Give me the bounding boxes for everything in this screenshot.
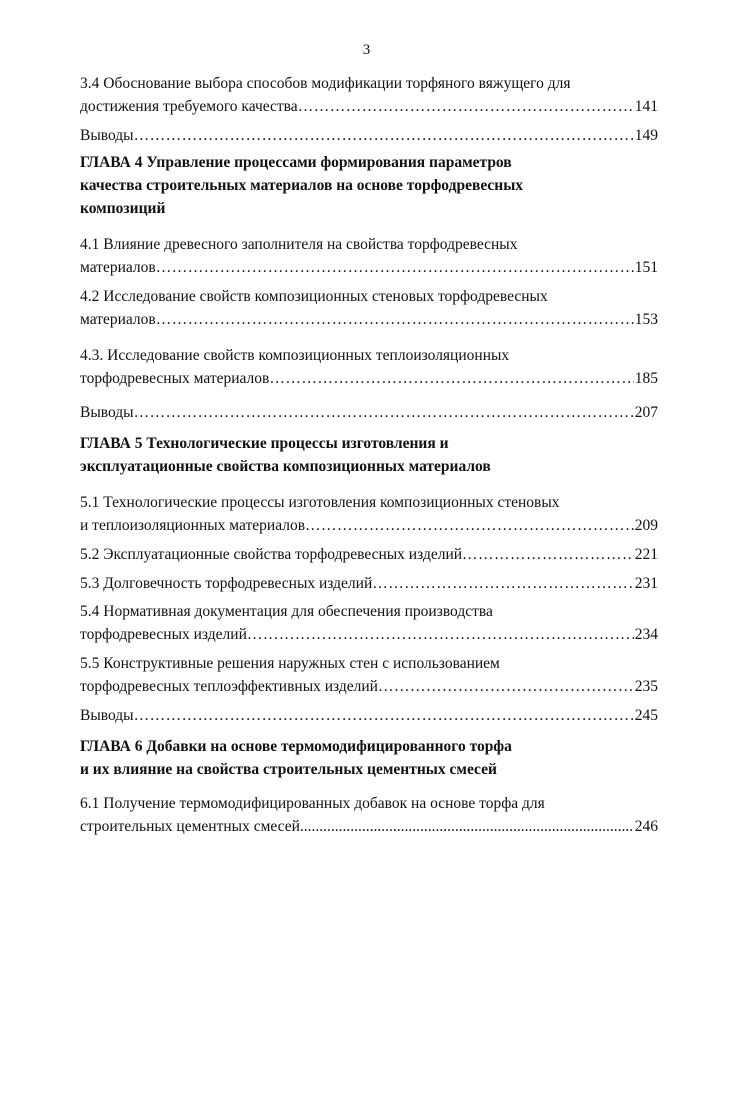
toc-entry-5-2 xyxy=(80,543,658,566)
toc-page-number: 234 xyxy=(634,626,658,643)
toc-entry-6-1 xyxy=(80,792,658,838)
dot-leader xyxy=(134,401,634,424)
dot-leader xyxy=(305,514,634,537)
dot-leader xyxy=(269,367,633,390)
toc-entry-4-1 xyxy=(80,233,658,279)
toc-entry-5-1 xyxy=(80,491,658,537)
toc-entry-line xyxy=(80,367,658,390)
chapter-heading-line: ГЛАВА 4 Управление процессами формирования параметров xyxy=(80,154,512,171)
chapter-heading-line: качества строительных материалов на основе торфодревесных xyxy=(80,177,524,194)
chapter-heading-ch4 xyxy=(80,151,660,220)
toc-page-number: 235 xyxy=(634,678,658,695)
toc-page-number: 141 xyxy=(634,98,658,115)
toc-entry-line xyxy=(80,124,658,147)
dot-leader xyxy=(378,675,634,698)
dot-leader xyxy=(134,124,634,147)
toc-entry-line xyxy=(80,308,658,331)
dot-leader xyxy=(156,256,634,279)
chapter-heading-line: композиций xyxy=(80,200,166,217)
toc-entry-3-4 xyxy=(80,72,658,118)
toc-entry-text: 4.1 Влияние древесного заполнителя на свойства торфодревесных xyxy=(80,236,518,253)
dot-leader xyxy=(156,308,634,331)
toc-entry-line xyxy=(80,675,658,698)
toc-entry-4-3 xyxy=(80,344,658,390)
toc-entry-line xyxy=(80,401,658,424)
toc-entry-title: 5.2 Эксплуатационные свойства торфодревесных изделий xyxy=(80,546,463,563)
toc-entry-conclusions-4 xyxy=(80,401,658,424)
toc-entry-5-4 xyxy=(80,600,658,646)
toc-entry-conclusions-3 xyxy=(80,124,658,147)
toc-page-number: 221 xyxy=(634,546,658,563)
toc-page-number: 149 xyxy=(634,127,658,144)
toc-entry-text: 5.1 Технологические процессы изготовления композиционных стеновых xyxy=(80,494,560,511)
toc-page-number: 185 xyxy=(634,370,658,387)
toc-entry-line xyxy=(80,543,658,566)
toc-entry-text: 4.3. Исследование свойств композиционных теплоизоляционных xyxy=(80,347,510,364)
toc-entry-text: 4.2 Исследование свойств композиционных стеновых торфодревесных xyxy=(80,288,548,305)
chapter-heading-line: и их влияние на свойства строительных цементных смесей xyxy=(80,761,497,778)
toc-entry-4-2 xyxy=(80,285,658,331)
toc-entry-text: 5.4 Нормативная документация для обеспечения производства xyxy=(80,603,493,620)
dot-leader xyxy=(134,704,634,727)
dot-leader xyxy=(372,572,634,595)
toc-entry-title: строительных цементных смесей xyxy=(80,818,300,835)
toc-entry-title: материалов xyxy=(80,259,156,276)
toc-entry-text: 6.1 Получение термомодифицированных добавок на основе торфа для xyxy=(80,795,545,812)
toc-entry-title: Выводы xyxy=(80,127,134,144)
toc-entry-title: материалов xyxy=(80,311,156,328)
toc-entry-line xyxy=(80,623,658,646)
dot-leader xyxy=(298,95,634,118)
page-number: 3 xyxy=(362,42,371,58)
toc-entry-5-3 xyxy=(80,572,658,595)
toc-entry-text: 5.5 Конструктивные решения наружных стен с использованием xyxy=(80,655,500,672)
toc-entry-line xyxy=(80,704,658,727)
toc-page-number: 153 xyxy=(634,311,658,328)
toc-entry-title: Выводы xyxy=(80,707,134,724)
chapter-heading-line: ГЛАВА 6 Добавки на основе термомодифицированного торфа xyxy=(80,738,512,755)
dot-leader xyxy=(462,543,634,566)
toc-entry-conclusions-5 xyxy=(80,704,658,727)
toc-entry-5-5 xyxy=(80,652,658,698)
toc-entry-title: торфодревесных материалов xyxy=(80,370,270,387)
toc-entry-title: торфодревесных теплоэффективных изделий xyxy=(80,678,378,695)
chapter-heading-ch6 xyxy=(80,735,660,781)
toc-entry-title: торфодревесных изделий xyxy=(80,626,247,643)
toc-entry-title: Выводы xyxy=(80,404,134,421)
dot-leader xyxy=(247,623,634,646)
toc-page-number: 231 xyxy=(634,575,658,592)
toc-entry-line xyxy=(80,815,658,838)
toc-page-number: 209 xyxy=(634,517,658,534)
toc-page-number: 151 xyxy=(634,259,658,276)
chapter-heading-line: ГЛАВА 5 Технологические процессы изготовления и xyxy=(80,435,449,452)
toc-entry-line xyxy=(80,256,658,279)
chapter-heading-line: эксплуатационные свойства композиционных материалов xyxy=(80,458,491,475)
toc-entry-line xyxy=(80,95,658,118)
dot-leader xyxy=(300,815,634,838)
toc-page-number: 245 xyxy=(634,707,658,724)
toc-page-number: 207 xyxy=(634,404,658,421)
toc-entry-line xyxy=(80,514,658,537)
toc-entry-line xyxy=(80,572,658,595)
toc-entry-title: достижения требуемого качества xyxy=(80,98,298,115)
toc-entry-title: 5.3 Долговечность торфодревесных изделий xyxy=(80,575,373,592)
toc-page-number: 246 xyxy=(634,818,658,835)
chapter-heading-ch5 xyxy=(80,432,660,478)
toc-entry-title: и теплоизоляционных материалов xyxy=(80,517,306,534)
toc-entry-text: 3.4 Обоснование выбора способов модификации торфяного вяжущего для xyxy=(80,75,571,92)
